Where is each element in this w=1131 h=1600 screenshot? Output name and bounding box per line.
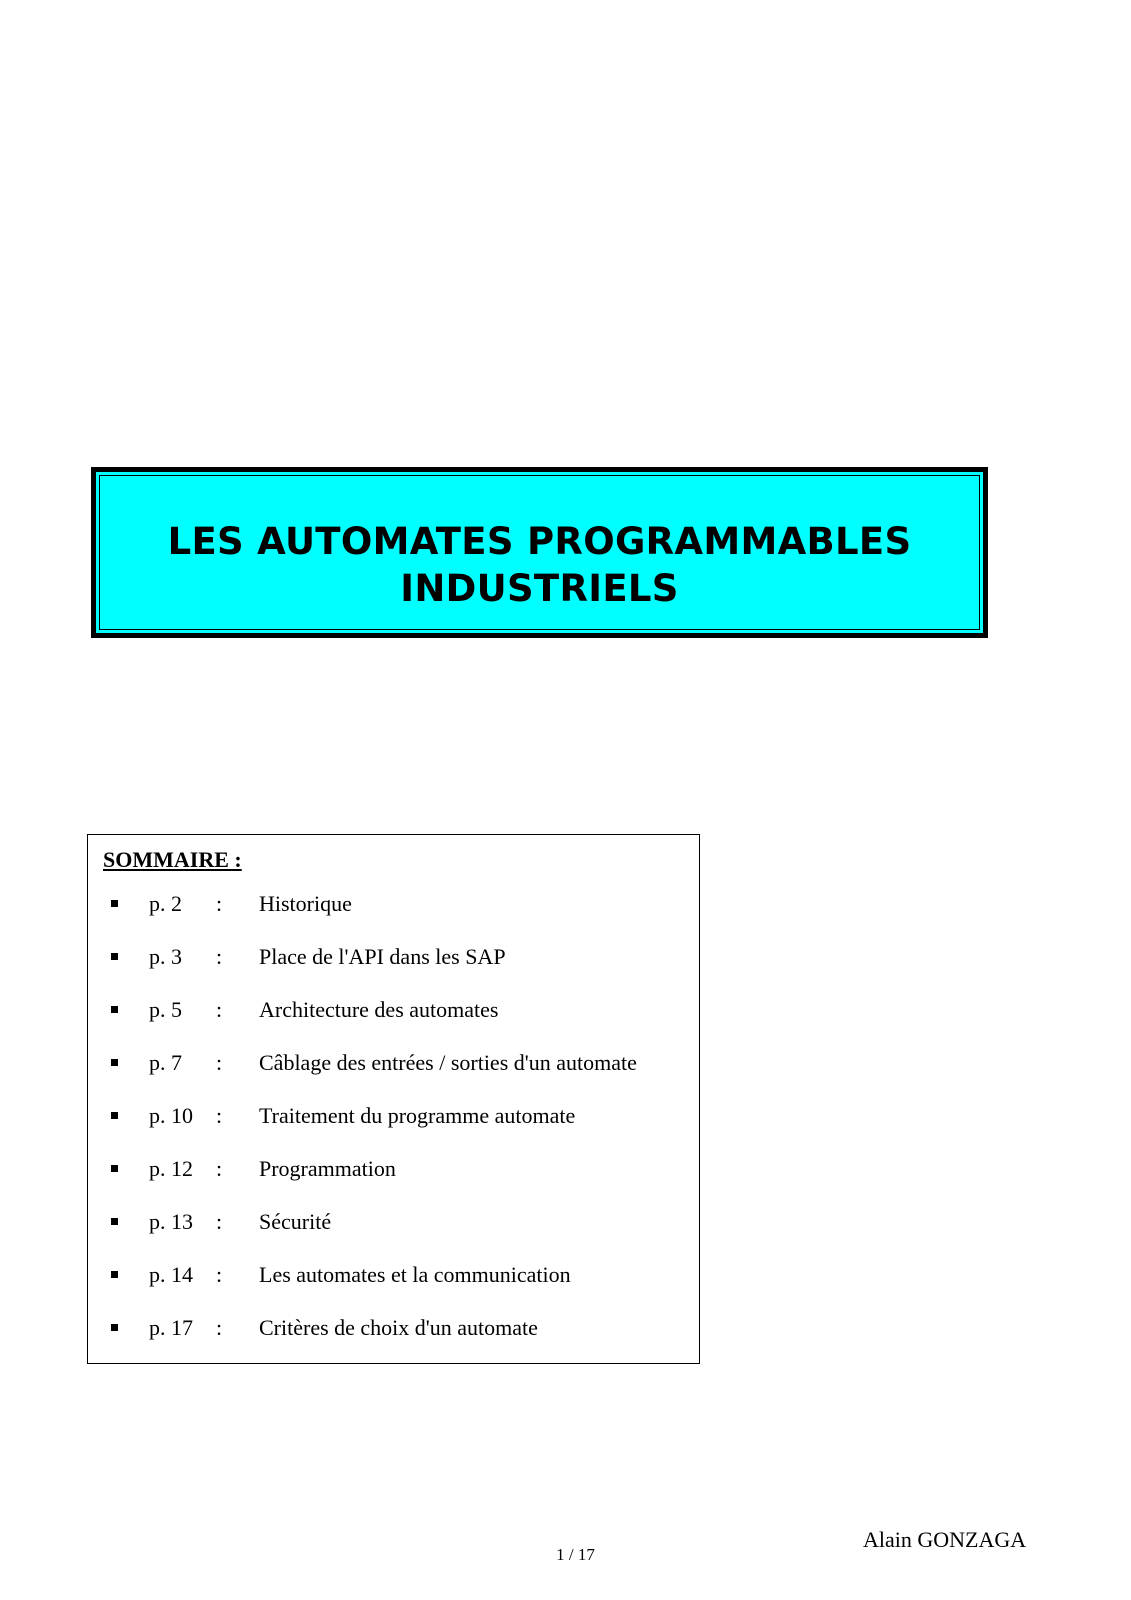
sommaire-item	[88, 1156, 699, 1209]
sommaire-page-ref: p. 5	[149, 997, 182, 1022]
sommaire-label: Historique	[259, 891, 352, 916]
sommaire-page-ref: p. 12	[149, 1156, 193, 1181]
sommaire-separator: :	[216, 1209, 223, 1234]
document-title	[96, 518, 983, 612]
sommaire-item	[88, 997, 699, 1050]
sommaire-separator: :	[216, 1262, 223, 1287]
sommaire-box	[87, 834, 700, 1364]
sommaire-separator: :	[216, 997, 223, 1022]
sommaire-item	[88, 1209, 699, 1262]
sommaire-separator: :	[216, 1315, 223, 1340]
sommaire-item	[88, 1262, 699, 1315]
square-bullet-icon	[111, 1324, 118, 1331]
sommaire-item	[88, 1050, 699, 1103]
square-bullet-icon	[111, 1006, 118, 1013]
square-bullet-icon	[111, 953, 118, 960]
sommaire-label: Les automates et la communication	[259, 1262, 571, 1287]
sommaire-separator: :	[216, 1156, 223, 1181]
footer-page-number: 1 / 17	[556, 1545, 595, 1564]
sommaire-page-ref: p. 17	[149, 1315, 193, 1340]
sommaire-label: Architecture des automates	[259, 997, 499, 1022]
sommaire-page-ref: p. 2	[149, 891, 182, 916]
square-bullet-icon	[111, 1112, 118, 1119]
square-bullet-icon	[111, 900, 118, 907]
sommaire-heading: SOMMAIRE :	[103, 847, 242, 872]
sommaire-list	[88, 891, 699, 1368]
sommaire-item	[88, 1315, 699, 1368]
title-box	[91, 467, 988, 638]
sommaire-item	[88, 1103, 699, 1156]
square-bullet-icon	[111, 1165, 118, 1172]
sommaire-label: Programmation	[259, 1156, 396, 1181]
sommaire-page-ref: p. 13	[149, 1209, 193, 1234]
sommaire-page-ref: p. 10	[149, 1103, 193, 1128]
sommaire-label: Place de l'API dans les SAP	[259, 944, 506, 969]
sommaire-label: Critères de choix d'un automate	[259, 1315, 538, 1340]
sommaire-label: Traitement du programme automate	[259, 1103, 576, 1128]
sommaire-page-ref: p. 7	[149, 1050, 182, 1075]
sommaire-separator: :	[216, 944, 223, 969]
title-line-1: LES AUTOMATES PROGRAMMABLES	[167, 520, 912, 563]
sommaire-item	[88, 944, 699, 997]
sommaire-page-ref: p. 3	[149, 944, 182, 969]
square-bullet-icon	[111, 1218, 118, 1225]
sommaire-separator: :	[216, 1050, 223, 1075]
footer-author: Alain GONZAGA	[863, 1527, 1027, 1552]
square-bullet-icon	[111, 1059, 118, 1066]
sommaire-separator: :	[216, 1103, 223, 1128]
sommaire-label: Sécurité	[259, 1209, 332, 1234]
sommaire-label: Câblage des entrées / sorties d'un automate	[259, 1050, 637, 1075]
sommaire-item	[88, 891, 699, 944]
sommaire-page-ref: p. 14	[149, 1262, 193, 1287]
sommaire-separator: :	[216, 891, 223, 916]
square-bullet-icon	[111, 1271, 118, 1278]
title-line-2: INDUSTRIELS	[400, 567, 679, 610]
